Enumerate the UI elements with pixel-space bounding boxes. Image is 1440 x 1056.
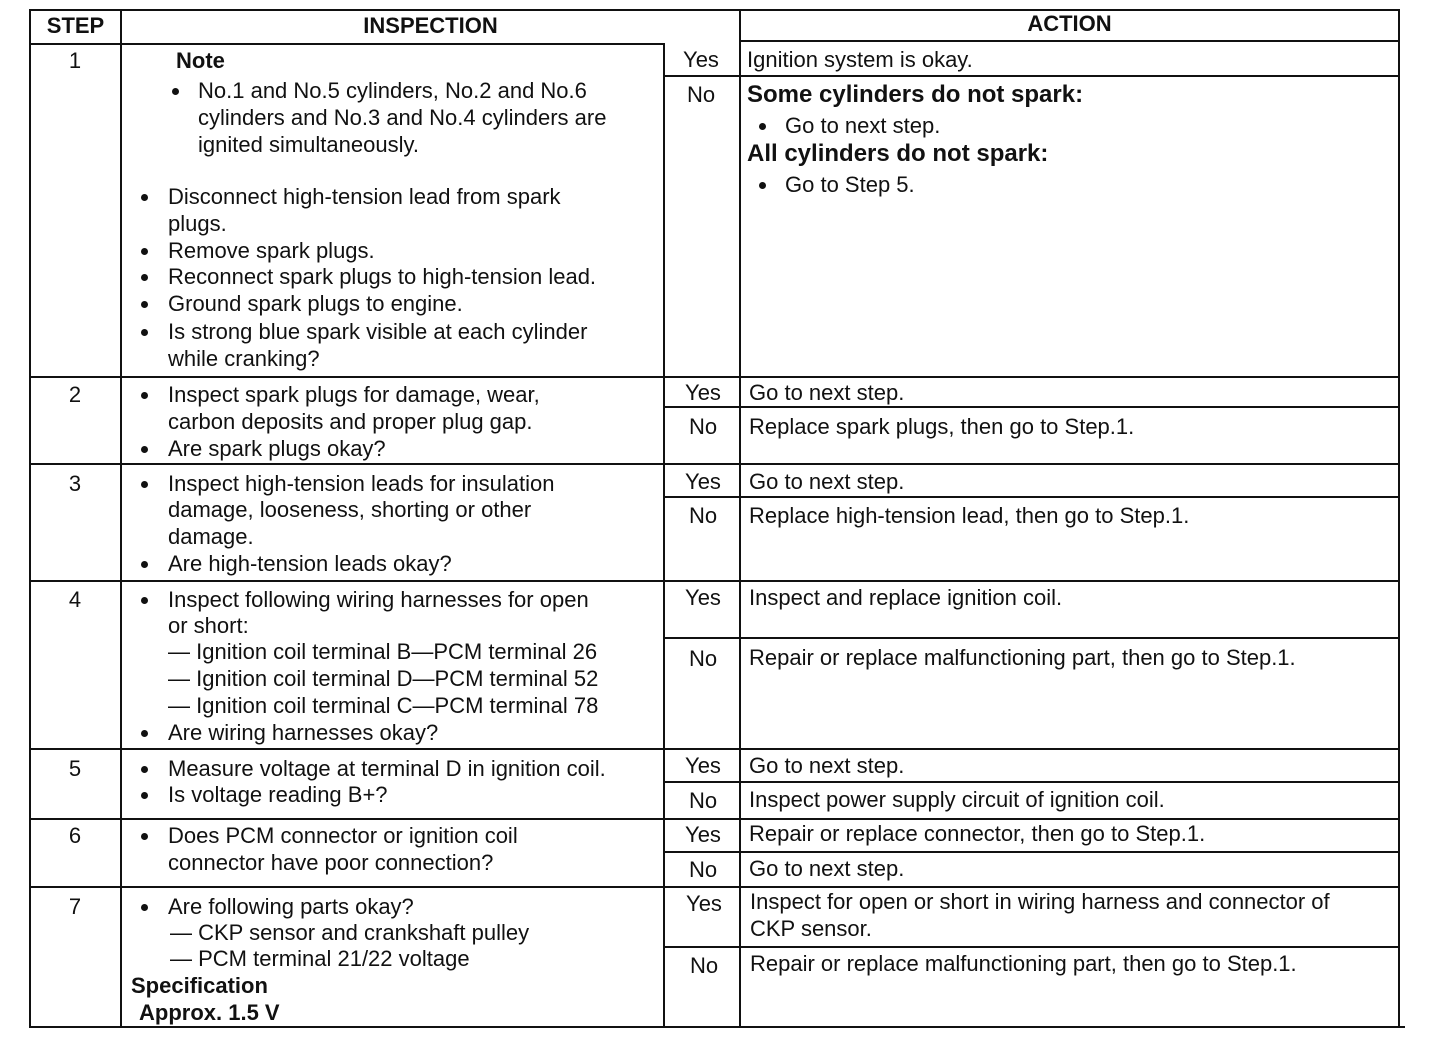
inspection-text: Are high-tension leads okay? xyxy=(168,551,452,576)
inspection-text: Are spark plugs okay? xyxy=(168,436,386,461)
step-number-3: 3 xyxy=(68,471,82,496)
yes-action: Inspect and replace ignition coil. xyxy=(749,585,1063,610)
specification-value: Approx. 1.5 V xyxy=(139,1000,280,1025)
bullet xyxy=(141,904,148,911)
inspection-text: Remove spark plugs. xyxy=(168,238,375,263)
bullet xyxy=(141,194,148,201)
step-number-7: 7 xyxy=(68,894,82,919)
no-action: Repair or replace malfunctioning part, then go to Step.1. xyxy=(750,951,1297,976)
yes-label: Yes xyxy=(686,891,722,916)
yes-label: Yes xyxy=(685,585,721,610)
bullet xyxy=(172,88,179,95)
inspection-text: Are following parts okay? xyxy=(168,894,414,919)
no-action: Replace high-tension lead, then go to Step.1. xyxy=(749,503,1190,528)
no-label: No xyxy=(688,646,718,671)
bullet xyxy=(141,481,148,488)
header-rule-right xyxy=(739,40,1400,42)
bullet xyxy=(141,597,148,604)
bullet xyxy=(141,833,148,840)
yes-action: Go to next step. xyxy=(749,753,905,778)
bullet xyxy=(141,561,148,568)
bullet xyxy=(759,123,766,130)
inspection-text: carbon deposits and proper plug gap. xyxy=(168,409,533,434)
no-action-bullet: Go to Step 5. xyxy=(785,172,915,197)
inspection-text: Measure voltage at terminal D in ignition coil. xyxy=(168,756,606,781)
no-label: No xyxy=(689,953,719,978)
yes-action: Go to next step. xyxy=(749,380,905,405)
yes-no-divider-6 xyxy=(663,851,1400,853)
no-label: No xyxy=(688,503,718,528)
table-border-right xyxy=(1398,9,1400,1028)
yes-label: Yes xyxy=(685,822,721,847)
bullet xyxy=(141,392,148,399)
bullet xyxy=(141,446,148,453)
yes-no-divider-3 xyxy=(663,496,1400,498)
row-separator-3 xyxy=(29,580,1400,582)
bullet xyxy=(141,301,148,308)
sub-item: — CKP sensor and crankshaft pulley xyxy=(170,920,530,945)
bullet xyxy=(141,274,148,281)
inspection-text: Are wiring harnesses okay? xyxy=(168,720,439,745)
inspection-text: Does PCM connector or ignition coil xyxy=(168,823,518,848)
no-action: Repair or replace malfunctioning part, then go to Step.1. xyxy=(749,645,1296,670)
bullet xyxy=(141,792,148,799)
bullet xyxy=(141,329,148,336)
no-action: Go to next step. xyxy=(749,856,905,881)
inspection-text: damage, looseness, shorting or other xyxy=(168,497,532,522)
no-label: No xyxy=(688,788,718,813)
yes-action: Inspect for open or short in wiring harness and connector of xyxy=(750,889,1330,914)
specification-title: Specification xyxy=(131,973,268,998)
note-title: Note xyxy=(176,48,225,73)
no-action: Replace spark plugs, then go to Step.1. xyxy=(749,414,1135,439)
inspection-text: Inspect spark plugs for damage, wear, xyxy=(168,382,540,407)
inspection-text: or short: xyxy=(168,613,249,638)
note-line-2: cylinders and No.3 and No.4 cylinders are xyxy=(198,105,607,130)
yes-action: Ignition system is okay. xyxy=(747,47,973,72)
header-action: ACTION xyxy=(1027,11,1112,36)
sub-item: — Ignition coil terminal D—PCM terminal 52 xyxy=(168,666,599,691)
inspection-text: Is strong blue spark visible at each cylinder xyxy=(168,319,588,344)
step-column-divider xyxy=(120,9,122,1028)
yes-no-divider-1 xyxy=(663,75,1400,77)
yes-label: Yes xyxy=(685,469,721,494)
yes-label: Yes xyxy=(685,380,721,405)
bullet xyxy=(759,182,766,189)
yes-label: Yes xyxy=(683,47,719,72)
step-number-4: 4 xyxy=(68,587,82,612)
yes-label: Yes xyxy=(685,753,721,778)
row-separator-4 xyxy=(29,748,1400,750)
no-action-heading: Some cylinders do not spark: xyxy=(747,81,1084,108)
yes-action: CKP sensor. xyxy=(750,916,872,941)
inspection-text: Disconnect high-tension lead from spark xyxy=(168,184,561,209)
inspection-text: connector have poor connection? xyxy=(168,850,494,875)
no-label: No xyxy=(686,82,716,107)
yes-no-divider-7 xyxy=(663,946,1400,948)
table-border-left xyxy=(29,9,31,1028)
sub-item: — PCM terminal 21/22 voltage xyxy=(170,946,470,971)
yes-action: Go to next step. xyxy=(749,469,905,494)
header-step: STEP xyxy=(46,13,105,38)
inspection-text: plugs. xyxy=(168,211,227,236)
no-action-bullet: Go to next step. xyxy=(785,113,941,138)
yes-no-divider-2 xyxy=(663,406,1400,408)
inspection-text: Is voltage reading B+? xyxy=(168,782,388,807)
inspection-text: Ground spark plugs to engine. xyxy=(168,291,463,316)
step-number-1: 1 xyxy=(68,48,82,73)
yes-no-divider-4 xyxy=(663,637,1400,639)
bullet xyxy=(141,248,148,255)
row-separator-2 xyxy=(29,463,1400,465)
header-rule-left xyxy=(29,43,665,45)
no-label: No xyxy=(688,414,718,439)
inspection-text: Inspect high-tension leads for insulation xyxy=(168,471,555,496)
step-number-2: 2 xyxy=(68,382,82,407)
no-action: Inspect power supply circuit of ignition coil. xyxy=(749,787,1165,812)
step-number-6: 6 xyxy=(68,823,82,848)
inspection-text: damage. xyxy=(168,524,254,549)
row-separator-1 xyxy=(29,376,1400,378)
inspection-text: Reconnect spark plugs to high-tension lead. xyxy=(168,264,597,289)
step-number-5: 5 xyxy=(68,756,82,781)
note-line-1: No.1 and No.5 cylinders, No.2 and No.6 xyxy=(198,78,587,103)
table-border-bottom xyxy=(29,1026,1405,1028)
inspection-text: while cranking? xyxy=(168,346,320,371)
inspection-text: Inspect following wiring harnesses for open xyxy=(168,587,589,612)
bullet xyxy=(141,766,148,773)
no-label: No xyxy=(688,857,718,882)
sub-item: — Ignition coil terminal C—PCM terminal 78 xyxy=(168,693,599,718)
sub-item: — Ignition coil terminal B—PCM terminal 26 xyxy=(168,639,598,664)
no-action-heading: All cylinders do not spark: xyxy=(747,140,1049,167)
yes-no-divider-5 xyxy=(663,781,1400,783)
bullet xyxy=(141,730,148,737)
note-line-3: ignited simultaneously. xyxy=(198,132,419,157)
header-inspection: INSPECTION xyxy=(363,13,498,38)
yes-action: Repair or replace connector, then go to Step.1. xyxy=(749,821,1206,846)
